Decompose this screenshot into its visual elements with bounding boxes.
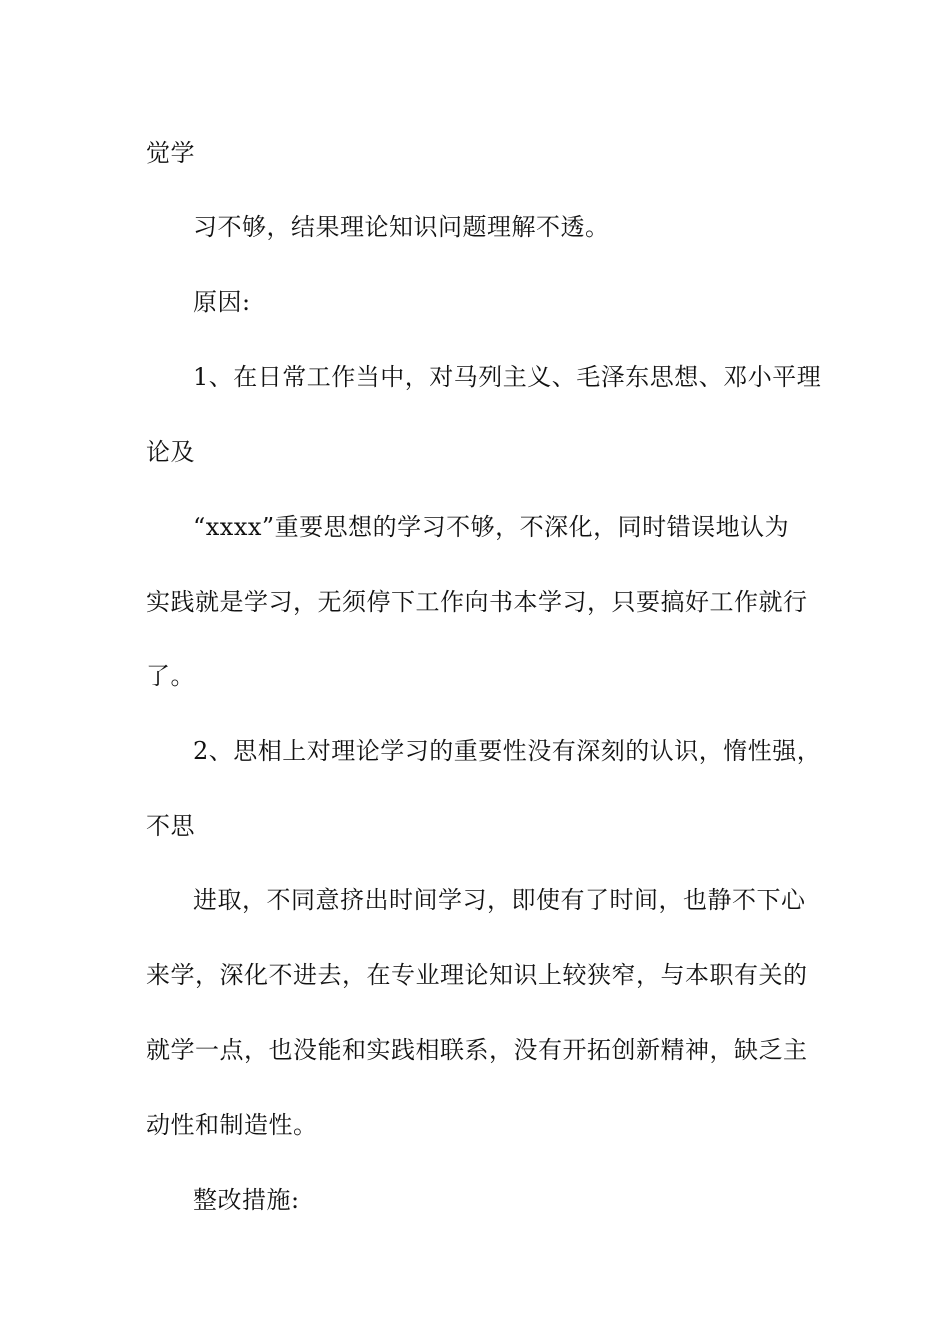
text-line: “xxxx”重要思想的学习不够，不深化，同时错误地认为: [193, 513, 790, 541]
text-line: 实践就是学习，无须停下工作向书本学习，只要搞好工作就行: [146, 588, 808, 616]
text-line: 2、思相上对理论学习的重要性没有深刻的认识，惰性强，: [193, 737, 822, 765]
text-line: 进取，不同意挤出时间学习，即使有了时间，也静不下心: [193, 886, 806, 914]
text-line: 1、在日常工作当中，对马列主义、毛泽东思想、邓小平理: [193, 363, 822, 391]
text-line: 觉学: [146, 139, 195, 167]
text-line: 论及: [146, 438, 195, 466]
text-line: 动性和制造性。: [146, 1111, 318, 1139]
section-heading-reasons: 原因:: [193, 288, 251, 316]
text-line: 不思: [146, 812, 195, 840]
text-line: 就学一点，也没能和实践相联系，没有开拓创新精神，缺乏主: [146, 1036, 808, 1064]
text-line: 习不够，结果理论知识问题理解不透。: [193, 213, 610, 241]
text-line: 了。: [146, 662, 195, 690]
section-heading-measures: 整改措施:: [193, 1186, 300, 1214]
text-line: 来学，深化不进去，在专业理论知识上较狭窄，与本职有关的: [146, 961, 808, 989]
